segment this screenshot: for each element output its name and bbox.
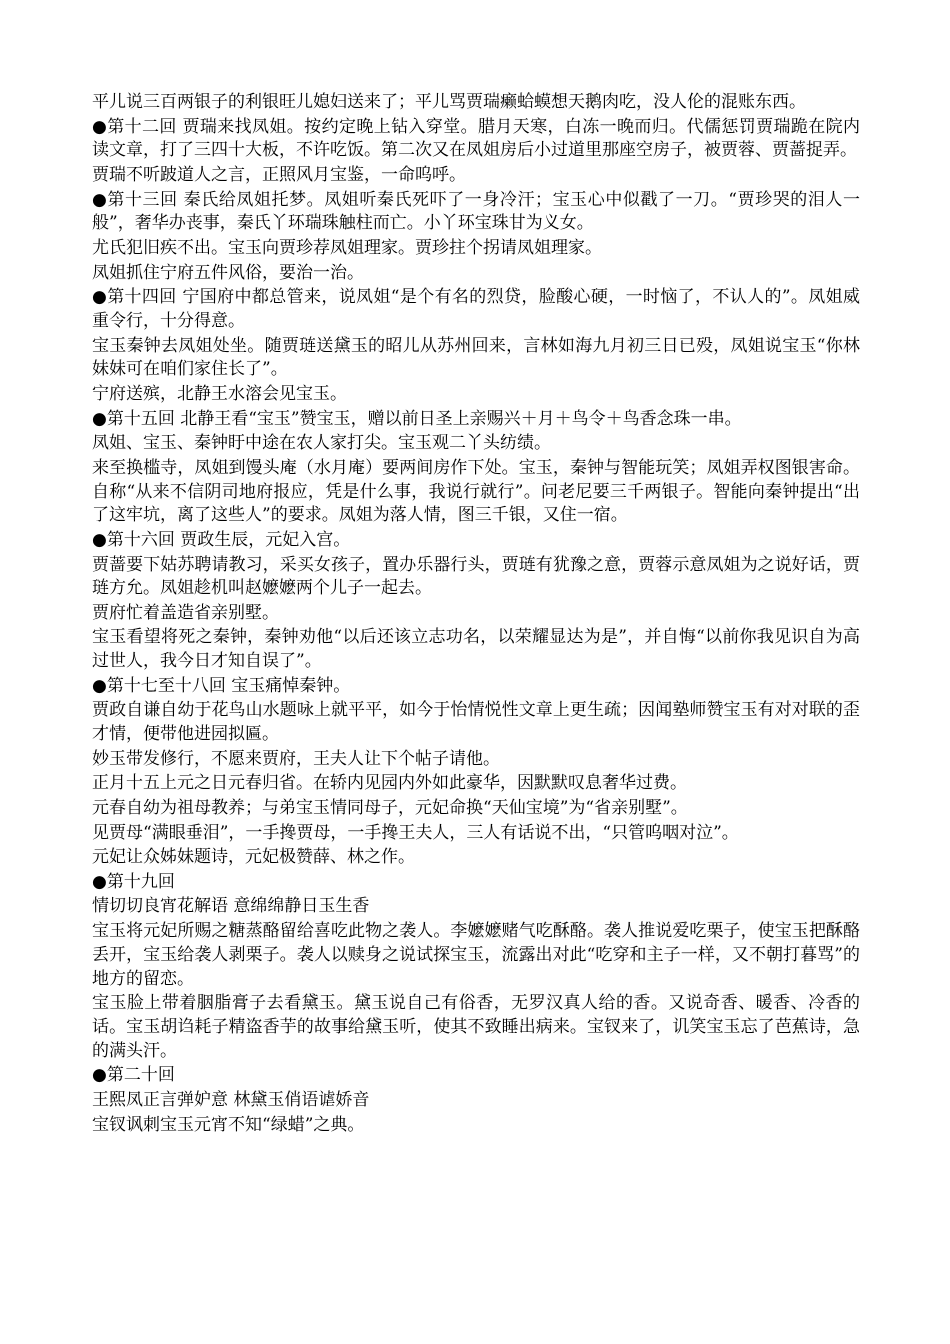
paragraph: 正月十五上元之日元春归省。在轿内见园内外如此豪华，因默默叹息奢华过费。	[92, 773, 687, 794]
paragraph: 凤姐抓住宁府五件风俗，要治一治。	[92, 262, 364, 283]
paragraph: 宝玉脸上带着胭脂膏子去看黛玉。黛玉说自己有俗香，无罗汉真人给的香。又说奇香、暖香、冷香的话。宝玉胡诌耗子精盗香芋的故事给黛玉听，使其不致睡出病来。宝钗来了，讥笑宝玉忘了芭蕉诗，急的满头汗。	[92, 993, 860, 1061]
paragraph: 宝玉秦钟去凤姐处坐。随贾琏送黛玉的昭儿从苏州回来，言林如海九月初三日已殁，凤姐说宝玉“你林妹妹可在咱们家住长了”。	[92, 335, 860, 380]
paragraph: ●第十七至十八回 宝玉痛悼秦钟。	[92, 675, 351, 696]
paragraph: 宝钗讽刺宝玉元宵不知“绿蜡”之典。	[92, 1114, 365, 1135]
paragraph: ●第十二回 贾瑞来找凤姐。按约定晚上钻入穿堂。腊月天寒，白冻一晚而归。代儒惩罚贾瑞跪在院内读文章，打了三四十大板，不许吃饭。第二次又在凤姐房后小过道里那座空房子，被贾蓉、贾蔷捉弄。	[92, 116, 860, 161]
paragraph: ●第十六回 贾政生辰，元妃入宫。	[92, 529, 351, 550]
paragraph: ●第十九回	[92, 871, 175, 892]
paragraph: 王熙凤正言弹妒意 林黛玉俏语谑娇音	[92, 1089, 370, 1110]
paragraph: 来至换槛寺，凤姐到馒头庵（水月庵）要两间房作下处。宝玉，秦钟与智能玩笑；凤姐弄权图银害命。自称“从来不信阴司地府报应，凭是什么事，我说行就行”。问老尼要三千两银子。智能向秦钟提出“出了这牢坑，离了这些人”的要求。凤姐为落人情，图三千银，又住一宿。	[92, 457, 860, 526]
paragraph: 宝玉将元妃所赐之糖蒸酪留给喜吃此物之袭人。李嬷嬷赌气吃酥酪。袭人推说爱吃栗子，使宝玉把酥酪丢开，宝玉给袭人剥栗子。袭人以赎身之说试探宝玉，流露出对此“吃穿和主子一样，又不朝打暮骂”的地方的留恋。	[92, 921, 860, 989]
paragraph: 宁府送殡，北静王水溶会见宝玉。	[92, 383, 347, 404]
paragraph: ●第二十回	[92, 1065, 175, 1086]
paragraph: 情切切良宵花解语 意绵绵静日玉生香	[92, 896, 370, 917]
paragraph: 凤姐、宝玉、秦钟盱中途在农人家打尖。宝玉观二丫头纺绩。	[92, 433, 551, 454]
paragraph: 见贾母“满眼垂泪”，一手搀贾母，一手搀王夫人，三人有话说不出，“只管呜咽对泣”。	[92, 822, 739, 843]
paragraph: ●第十三回 秦氏给凤姐托梦。凤姐听秦氏死吓了一身冷汗；宝玉心中似戳了一刀。“贾珍哭的泪人一般”，奢华办丧事，秦氏丫环瑞珠触柱而亡。小丫环宝珠甘为义女。	[92, 189, 860, 234]
paragraph: ●第十四回 宁国府中都总管来，说凤姐“是个有名的烈贷，脸酸心硬，一时恼了，不认人的”。凤姐威重令行，十分得意。	[92, 287, 860, 331]
paragraph: 宝玉看望将死之秦钟，秦钟劝他“以后还该立志功名，以荣耀显达为是”，并自悔“以前你我见识自为高过世人，我今日才知自误了”。	[92, 627, 860, 672]
paragraph: 平儿说三百两银子的利银旺儿媳妇送来了；平儿骂贾瑞癞蛤蟆想天鹅肉吃，没人伦的混账东西。	[92, 92, 806, 112]
paragraph: 尤氏犯旧疾不出。宝玉向贾珍荐凤姐理家。贾珍拄个拐请凤姐理家。	[92, 237, 602, 258]
paragraph: 元春自幼为祖母教养；与弟宝玉情同母子，元妃命换“天仙宝境”为“省亲别墅”。	[92, 798, 688, 819]
paragraph: 贾政自谦自幼于花鸟山水题咏上就平平，如今于怡情悦性文章上更生疏；因闻塾师赞宝玉有对对联的歪才情，便带他进园拟匾。	[92, 700, 860, 745]
paragraph: 妙玉带发修行，不愿来贾府，王夫人让下个帖子请他。	[92, 748, 500, 769]
paragraph: ●第十五回 北静王看“宝玉”赞宝玉，赠以前日圣上亲赐兴＋月＋鸟令＋鸟香念珠一串。	[92, 408, 742, 429]
document-page	[92, 91, 860, 1138]
paragraph: 贾蔷要下姑苏聘请教习，采买女孩子，置办乐器行头，贾琏有犹豫之意，贾蓉示意凤姐为之说好话，贾琏方允。凤姐趁机叫赵嬷嬷两个儿子一起去。	[92, 554, 860, 599]
paragraph: 元妃让众姊妹题诗，元妃极赞薛、林之作。	[92, 847, 415, 868]
paragraph: 贾府忙着盖造省亲别墅。	[92, 602, 279, 623]
paragraph: 贾瑞不听跛道人之言，正照风月宝鉴，一命呜呼。	[92, 164, 466, 185]
